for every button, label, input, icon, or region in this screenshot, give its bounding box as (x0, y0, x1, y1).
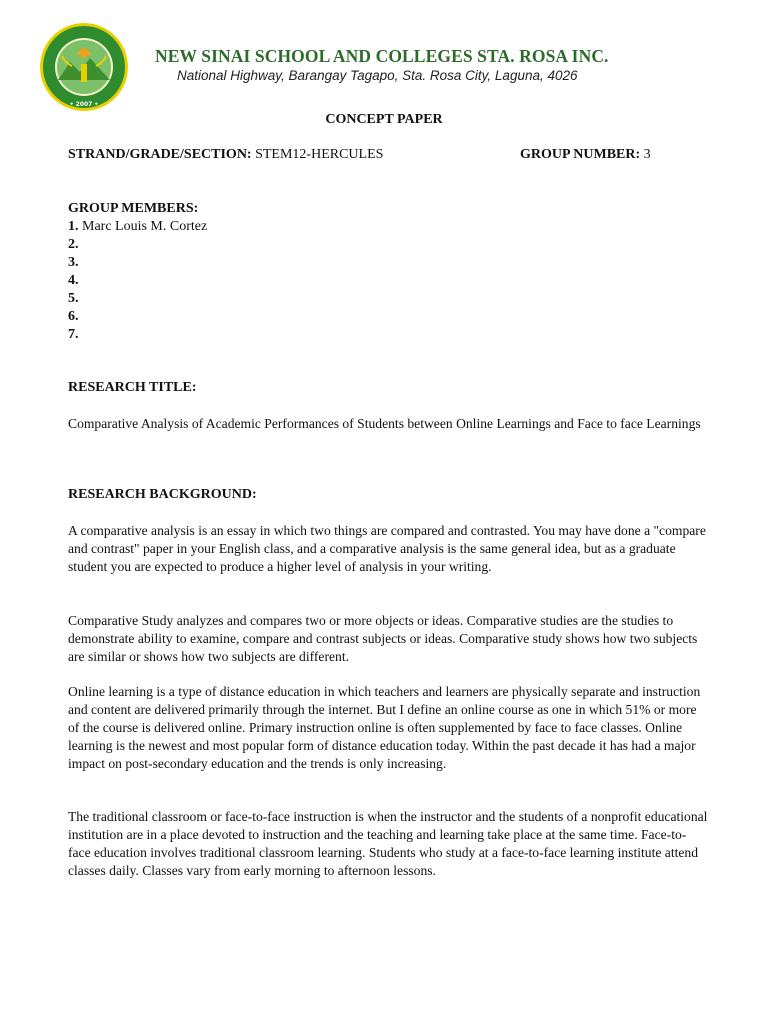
background-paragraph: Comparative Study analyzes and compares two or more objects or ideas. Comparative studies are the studies to demonstrate ability to examine, compare and contrast subjects or ideas. Comparative study shows how two subjects are similar or shows how two subjects are different. (68, 613, 698, 664)
strand-label: STRAND/GRADE/SECTION: (68, 147, 252, 162)
research-title-text: Comparative Analysis of Academic Performances of Students between Online Learnings and Face to face Learnings (68, 416, 701, 431)
school-name: NEW SINAI SCHOOL AND COLLEGES STA. ROSA INC. (155, 46, 609, 66)
member-item (68, 254, 207, 272)
member-number: 6. (68, 309, 79, 324)
group-members (68, 200, 207, 344)
member-item (68, 218, 207, 236)
research-title-label: RESEARCH TITLE: (68, 380, 197, 395)
member-number: 4. (68, 273, 79, 288)
background-paragraph: Online learning is a type of distance education in which teachers and learners are physically separate and instruction and content are delivered primarily through the internet. But I define an online course as one in which 51% or more of the course is delivered online. Primary instruction online is often supplemented by face to face classes. Online learning is the newest and most popular form of distance education today. Within the past decade it has had a major impact on post-secondary education and the trends is only increasing. (68, 684, 701, 771)
member-name: Marc Louis M. Cortez (78, 219, 208, 234)
member-number: 3. (68, 255, 79, 270)
school-seal-logo (36, 22, 132, 112)
research-background-label: RESEARCH BACKGROUND: (68, 487, 257, 502)
member-item (68, 308, 207, 326)
group-number-value: 3 (640, 147, 651, 162)
member-number: 5. (68, 291, 79, 306)
strand-line (68, 147, 383, 163)
member-number: 1. (68, 219, 79, 234)
group-number-line (520, 147, 651, 163)
school-address: National Highway, Barangay Tagapo, Sta. Rosa City, Laguna, 4026 (177, 68, 578, 83)
member-item (68, 272, 207, 290)
member-item (68, 290, 207, 308)
background-paragraph: The traditional classroom or face-to-face instruction is when the instructor and the students of a nonprofit educational institution are in a place devoted to instruction and the teaching and learning take place at the same time. Face-to-face education involves traditional classroom learning. Students who study at a face-to-face learning institute attend classes daily. Classes vary from early morning to afternoon lessons. (68, 809, 708, 878)
member-item (68, 236, 207, 254)
member-number: 2. (68, 237, 79, 252)
background-paragraph: A comparative analysis is an essay in which two things are compared and contrasted. You may have done a "compare and contrast" paper in your English class, and a comparative analysis is the same general idea, but as a graduate student you are expected to produce a higher level of analysis in your writing. (68, 523, 706, 574)
group-members-label: GROUP MEMBERS: (68, 201, 199, 216)
member-number: 7. (68, 327, 79, 342)
strand-value: STEM12-HERCULES (251, 147, 384, 162)
member-item (68, 326, 207, 344)
document-title: CONCEPT PAPER (325, 112, 443, 127)
svg-text:• 2007 •: • 2007 • (69, 101, 99, 108)
group-number-label: GROUP NUMBER: (520, 147, 641, 162)
